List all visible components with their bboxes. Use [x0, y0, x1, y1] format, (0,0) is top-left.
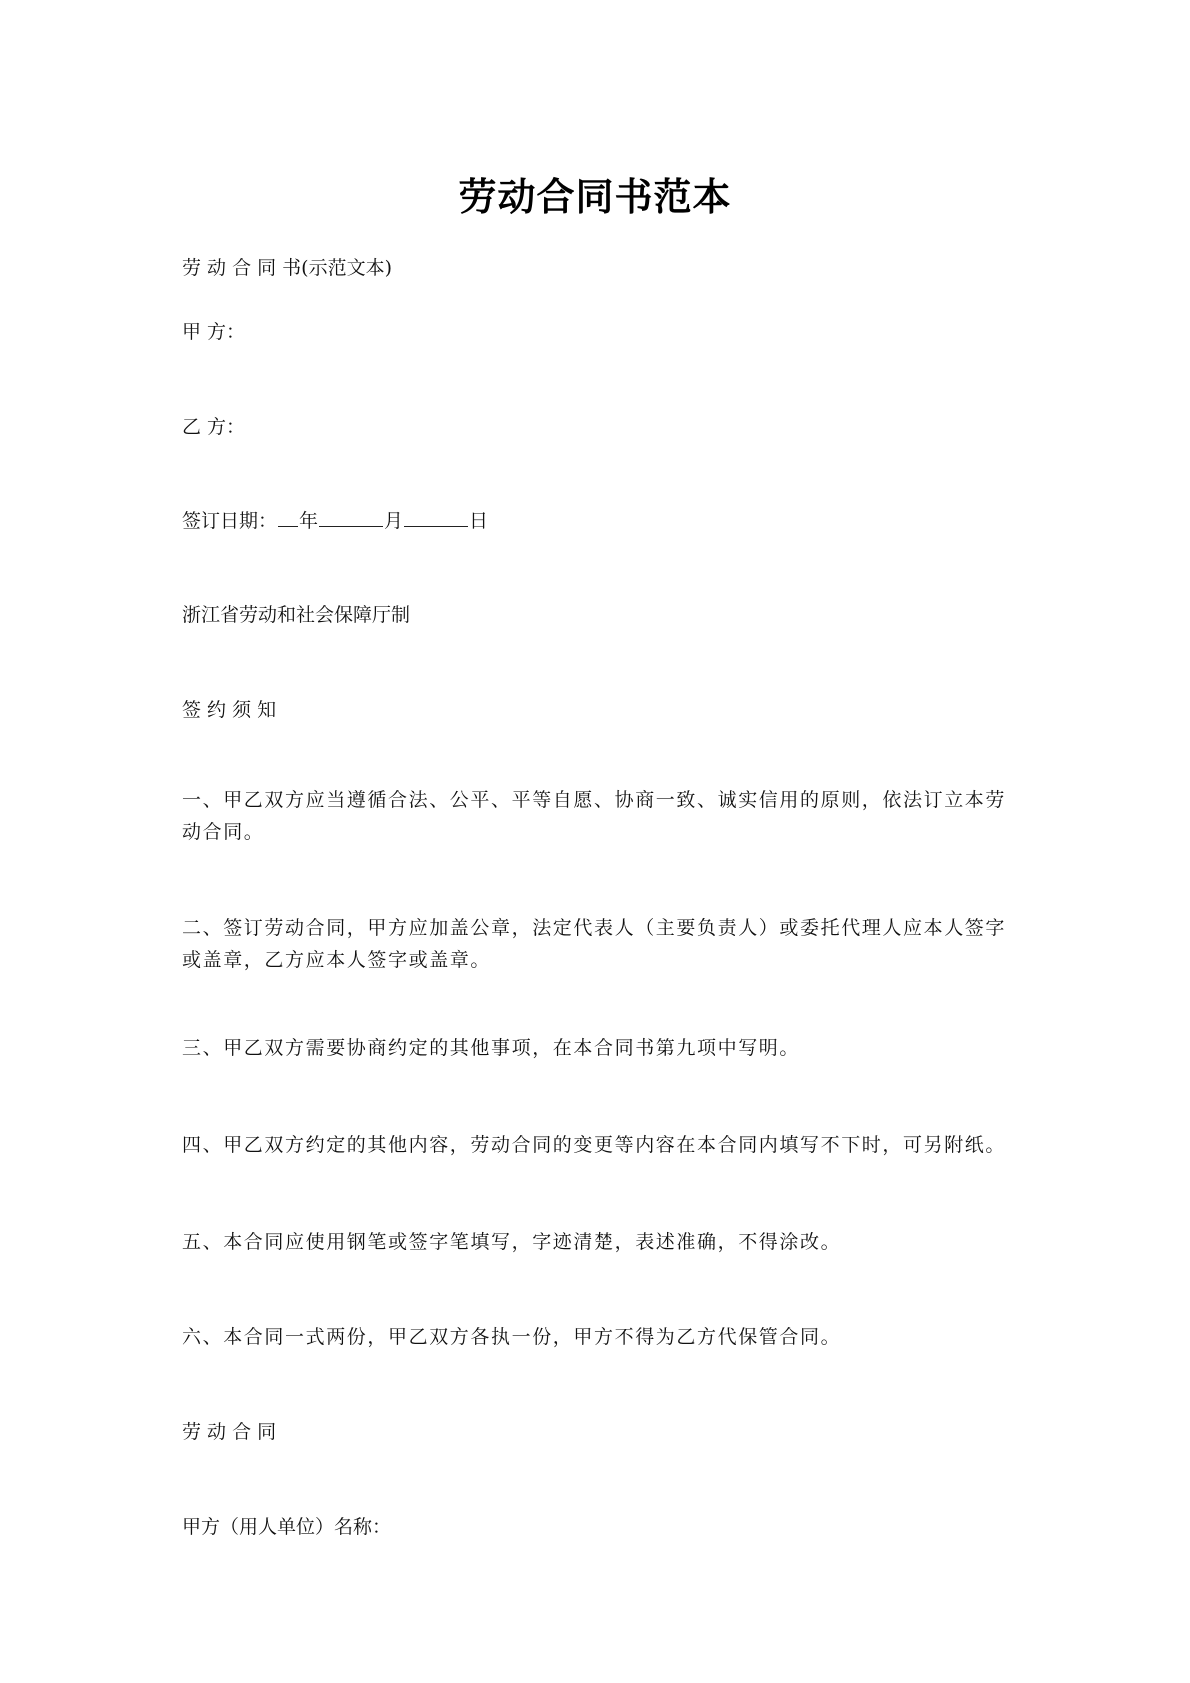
- notice-heading: 签 约 须 知: [182, 699, 277, 721]
- notice-item-4: 四、甲乙双方约定的其他内容，劳动合同的变更等内容在本合同内填写不下时，可另附纸。: [182, 1134, 1007, 1156]
- contract-heading: 劳 动 合 同: [182, 1421, 277, 1443]
- day-suffix: 日: [469, 510, 489, 532]
- document-title: 劳动合同书范本: [458, 174, 732, 219]
- document-subtitle: 劳 动 合 同 书(示范文本): [182, 257, 392, 279]
- notice-item-6: 六、本合同一式两份，甲乙双方各执一份，甲方不得为乙方代保管合同。: [182, 1326, 842, 1348]
- month-blank: [319, 504, 383, 527]
- year-suffix: 年: [299, 510, 319, 532]
- employer-name-label: 甲方（用人单位）名称：: [182, 1516, 392, 1538]
- notice-item-5: 五、本合同应使用钢笔或签字笔填写，字迹清楚，表述准确，不得涂改。: [182, 1231, 842, 1253]
- notice-item-1: 一、甲乙双方应当遵循合法、公平、平等自愿、协商一致、诚实信用的原则，依法订立本劳动合同。: [182, 789, 1007, 843]
- year-blank: [278, 504, 298, 527]
- sign-date-line: [182, 504, 488, 537]
- notice-item-2: 二、签订劳动合同，甲方应加盖公章，法定代表人（主要负责人）或委托代理人应本人签字或盖章，乙方应本人签字或盖章。: [182, 917, 1007, 971]
- month-suffix: 月: [384, 510, 404, 532]
- notice-item-3: 三、甲乙双方需要协商约定的其他事项，在本合同书第九项中写明。: [182, 1037, 801, 1059]
- sign-date-label: 签订日期：: [182, 510, 278, 532]
- issuer-text: 浙江省劳动和社会保障厅制: [182, 604, 411, 626]
- party-b-label: 乙 方：: [182, 416, 246, 438]
- day-blank: [404, 504, 468, 527]
- party-a-label: 甲 方：: [182, 321, 246, 343]
